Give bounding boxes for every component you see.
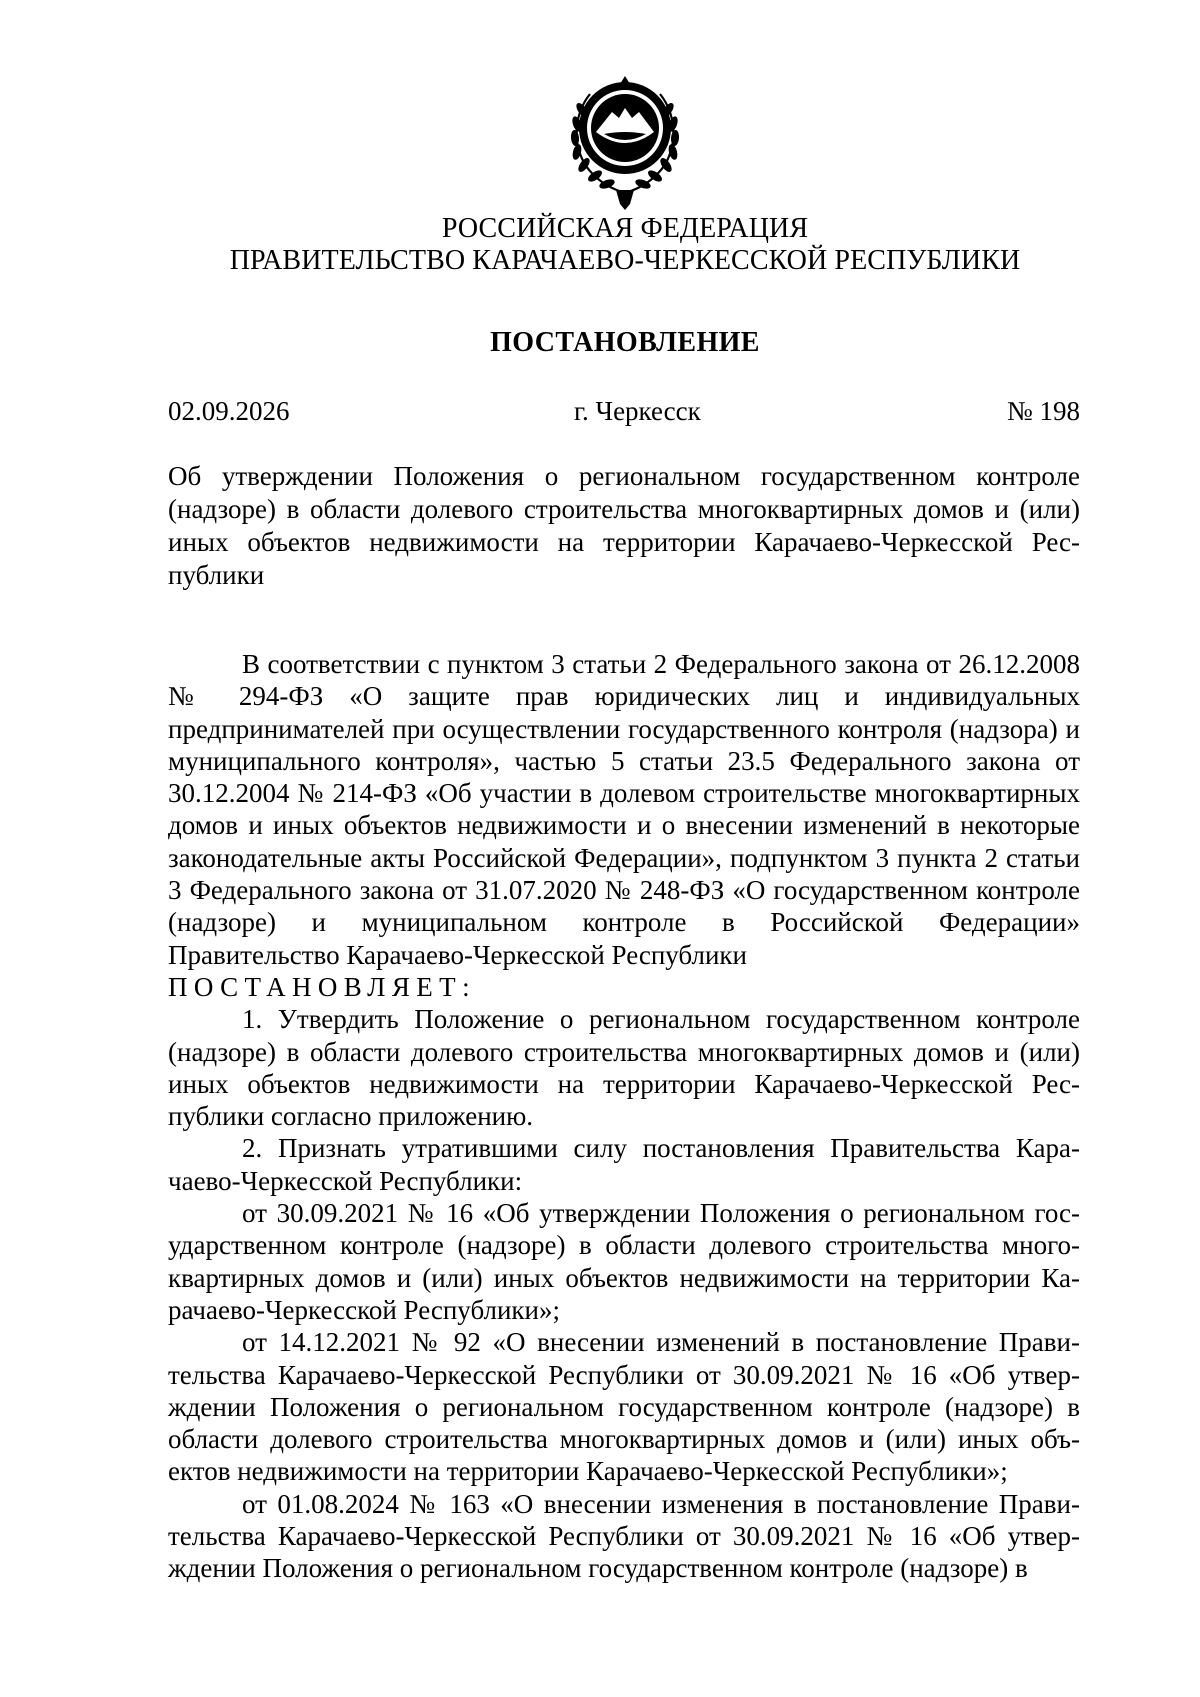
coat-of-arms-emblem bbox=[556, 54, 694, 212]
document-meta-row bbox=[168, 394, 1080, 430]
repeal-3-paragraph: от 01.08.2024 № 163 «О внесении изменения в постановление Правительства Карачаево-Черкесской Республики от 30.09.2021 № 16 «Об утверждении Положения о региональном государственном контроле (надзоре) в bbox=[168, 1488, 1080, 1584]
document-city: г. Черкесск bbox=[574, 396, 701, 426]
document-type-title: ПОСТАНОВЛЕНИЕ bbox=[490, 327, 760, 358]
item-2-paragraph: 2. Признать утратившими силу постановления Правительства Карачаево-Черкесской Республики: bbox=[168, 1133, 1080, 1196]
repeal-2-paragraph: от 14.12.2021 № 92 «О внесении изменений в постановление Правительства Карачаево-Черкесской Республики от 30.09.2021 № 16 «Об утверждении Положения о региональном государственном контроле (надзоре) в области долевого строительства многоквартирных домов и (или) иных объектов недвижимости на территории Карачаево-Черкесской Республики»; bbox=[168, 1327, 1080, 1487]
document-number: № 198 bbox=[1006, 396, 1080, 426]
item-1-paragraph: 1. Утвердить Положение о региональном государственном контроле (надзоре) в области долевого строительства многоквартирных домов и (или) иных объектов недвижимости на территории Карачаево-Черкесской Республики согласно приложению. bbox=[168, 1004, 1080, 1132]
preamble-paragraph: В соответствии с пунктом 3 статьи 2 Федерального закона от 26.12.2008 № 294-ФЗ «О защите прав юридических лиц и индивидуальных предпринимателей при осуществлении государственного контроля (надзора) и муниципального контроля», частью 5 статьи 23.5 Федерального закона от 30.12.2004 № 214-ФЗ «Об участии в долевом строительстве многоквартирных домов и иных объектов недвижимости и о внесении изменений в некоторые законодательные акты Российской Федерации», подпунктом 3 пункта 2 статьи 3 Федерального закона от 31.07.2020 № 248-ФЗ «О государственном контроле (надзоре) и муниципальном контроле в Российской Федерации» Правительство Карачаево-Черкесской Республики bbox=[168, 649, 1080, 970]
document-date: 02.09.2026 bbox=[168, 396, 290, 426]
country-title: РОССИЙСКАЯ ФЕДЕРАЦИЯ bbox=[441, 213, 809, 244]
government-title: ПРАВИТЕЛЬСТВО КАРАЧАЕВО-ЧЕРКЕССКОЙ РЕСПУБЛИКИ bbox=[229, 245, 1021, 276]
document-subject: Об утверждении Положения о региональном государственном контроле (надзоре) в области долевого строительства многоквартирных домов и (или) иных объектов недвижимости на территории Карачаево-Черкесской Республики bbox=[168, 461, 1080, 590]
document-body bbox=[168, 648, 1080, 1585]
resolve-word: ПОСТАНОВЛЯЕТ: bbox=[168, 971, 476, 1002]
repeal-1-paragraph: от 30.09.2021 № 16 «Об утверждении Положения о региональном государственном контроле (надзоре) в области долевого строительства многоквартирных домов и (или) иных объектов недвижимости на территории Карачаево-Черкесской Республики»; bbox=[168, 1198, 1080, 1325]
